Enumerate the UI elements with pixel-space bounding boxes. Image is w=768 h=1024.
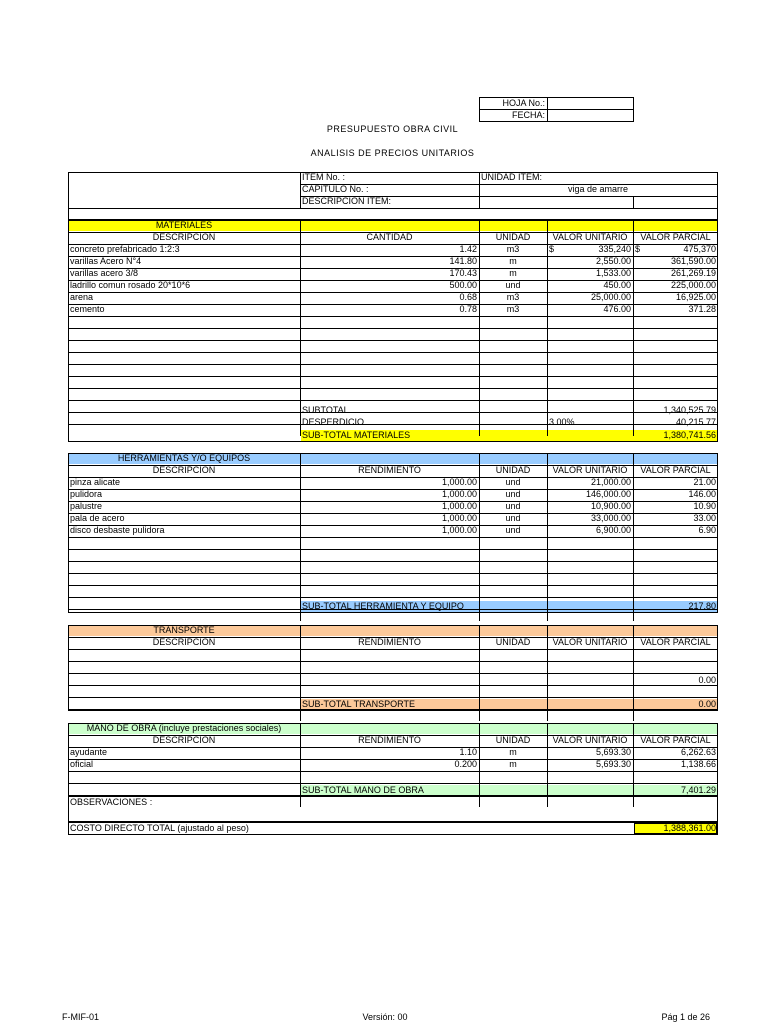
subtotal-transporte-label: SUB-TOTAL TRANSPORTE <box>302 699 416 709</box>
materiales-title: MATERIALES <box>155 220 213 230</box>
labor-vp: 1,138.66 <box>680 759 716 769</box>
material-desc: varillas acero 3/8 <box>70 268 139 278</box>
herramientas-row-line <box>68 597 718 598</box>
herramientas-row-line <box>68 549 718 550</box>
costo-total-label: COSTO DIRECTO TOTAL (ajustado al peso) <box>70 823 249 833</box>
tool-desc: pala de acero <box>70 513 125 523</box>
herramientas-row-line <box>68 609 718 610</box>
tool-rend: 1,000.00 <box>441 513 477 523</box>
tool-unit: und <box>505 501 521 511</box>
subtotal-label: SUBTOTAL <box>302 405 349 415</box>
herramientas-header-4: VALOR PARCIAL <box>640 465 711 475</box>
transporte-title: TRANSPORTE <box>153 625 215 635</box>
tool-desc: pulidora <box>70 489 103 499</box>
subtotal-materiales-label: SUB-TOTAL MATERIALES <box>302 430 411 440</box>
tool-vp: 146.00 <box>688 489 716 499</box>
material-qty: 170.43 <box>449 268 477 278</box>
material-desc: varillas Acero N°4 <box>70 256 142 266</box>
herramientas-header-3: VALOR UNITARIO <box>552 465 628 475</box>
labor-unit: m <box>509 759 517 769</box>
info-vline-2 <box>479 172 480 209</box>
material-vp: 16,925.00 <box>675 292 716 302</box>
materiales-header-4: VALOR PARCIAL <box>640 232 711 242</box>
mano-obra-header-4: VALOR PARCIAL <box>640 735 711 745</box>
mano-obra-title: MANO DE OBRA (incluye prestaciones sociales) <box>86 723 282 733</box>
labor-desc: oficial <box>70 759 94 769</box>
unidad-item-label: UNIDAD ITEM: <box>481 172 543 182</box>
herramientas-header-1: RENDIMIENTO <box>358 465 421 475</box>
material-vp: 225,000.00 <box>670 280 716 290</box>
herramientas-row-line <box>68 561 718 562</box>
materiales-row-line <box>68 340 718 341</box>
tool-vp: 33.00 <box>693 513 716 523</box>
material-vp: 475,370 <box>683 244 716 254</box>
tool-desc: disco desbaste pulidora <box>70 525 165 535</box>
materiales-header-2: UNIDAD <box>495 232 531 242</box>
desperdicio-label: DESPERDICIO <box>302 417 365 427</box>
transporte-header-0: DESCRIPCION <box>152 637 216 647</box>
subtotal-value: 1,340,525.79 <box>663 405 716 415</box>
material-desc: concreto prefabricado 1:2:3 <box>70 244 180 254</box>
observaciones-label: OBSERVACIONES : <box>70 797 153 807</box>
material-unit: m3 <box>506 292 520 302</box>
herramientas-header-0: DESCRIPCION <box>152 465 216 475</box>
material-qty: 1.42 <box>459 244 477 254</box>
hoja-label: HOJA No.: <box>502 98 545 108</box>
tool-vp: 6.90 <box>698 525 716 535</box>
material-qty: 0.68 <box>459 292 477 302</box>
footer-page: Pág 1 de 26 <box>661 1012 710 1022</box>
material-vp: 371.28 <box>688 304 716 314</box>
materiales-row-line <box>68 352 718 353</box>
herramientas-row-line <box>68 585 718 586</box>
tool-rend: 1,000.00 <box>441 489 477 499</box>
materiales-row-line <box>68 316 718 317</box>
materiales-row-line <box>68 376 718 377</box>
transporte-row-line <box>68 649 718 650</box>
material-qty: 141.80 <box>449 256 477 266</box>
mano-obra-header-0: DESCRIPCION <box>152 735 216 745</box>
subtotal-materiales-value: 1,380,741.56 <box>663 430 716 440</box>
material-vp: 261,269.19 <box>670 268 716 278</box>
subtotal-herramientas-label: SUB-TOTAL HERRAMIENTA Y EQUIPO <box>302 601 464 611</box>
subtotal-transporte-value: 0.00 <box>698 699 716 709</box>
capitulo-value: viga de amarre <box>567 184 629 194</box>
tool-vu: 146,000.00 <box>585 489 631 499</box>
tool-desc: palustre <box>70 501 103 511</box>
tool-desc: pinza alicate <box>70 477 121 487</box>
transporte-row-value: 0.00 <box>698 675 716 685</box>
tool-unit: und <box>505 513 521 523</box>
desperdicio-value: 40,215.77 <box>675 417 716 427</box>
tool-vp: 21.00 <box>693 477 716 487</box>
materiales-row-line <box>68 400 718 401</box>
material-unit: und <box>505 280 521 290</box>
transporte-row-line <box>68 709 718 710</box>
material-vu: 335,240 <box>598 244 631 254</box>
material-vu: 2,550.00 <box>595 256 631 266</box>
item-label: ITEM No. : <box>302 172 346 182</box>
material-vu: 450.00 <box>603 280 631 290</box>
mano-obra-header-1: RENDIMIENTO <box>358 735 421 745</box>
labor-rend: 0.200 <box>454 759 477 769</box>
transporte-row-line <box>68 661 718 662</box>
costo-total-value: 1,388,361.00 <box>663 823 716 833</box>
tool-rend: 1,000.00 <box>441 477 477 487</box>
labor-vp: 6,262.63 <box>680 747 716 757</box>
spacer-row <box>68 208 718 220</box>
page-subtitle: ANALISIS DE PRECIOS UNITARIOS <box>310 148 475 158</box>
subtotal-mano-obra-label: SUB-TOTAL MANO DE OBRA <box>302 785 424 795</box>
materiales-row-line <box>68 388 718 389</box>
tool-unit: und <box>505 525 521 535</box>
capitulo-label: CAPITULO No. : <box>302 184 369 194</box>
materiales-header-1: CANTIDAD <box>366 232 413 242</box>
material-vu: 25,000.00 <box>590 292 631 302</box>
labor-unit: m <box>509 747 517 757</box>
material-unit: m <box>509 268 517 278</box>
material-desc: arena <box>70 292 94 302</box>
material-vu: 476.00 <box>603 304 631 314</box>
transporte-row-line <box>68 685 718 686</box>
subtotal-mano-obra-value: 7,401.29 <box>680 785 716 795</box>
tool-vp: 10.90 <box>693 501 716 511</box>
desperdicio-pct: 3.00% <box>549 417 575 427</box>
material-unit: m <box>509 256 517 266</box>
footer-version: Versión: 00 <box>362 1012 408 1022</box>
descripcion-item-label: DESCRIPCION ITEM: <box>302 196 392 206</box>
materiales-header-3: VALOR UNITARIO <box>552 232 628 242</box>
transporte-header-2: UNIDAD <box>495 637 531 647</box>
mano-obra-row-line <box>68 783 718 784</box>
info-vline-1 <box>300 172 301 209</box>
herramientas-header-2: UNIDAD <box>495 465 531 475</box>
labor-rend: 1.10 <box>459 747 477 757</box>
tool-unit: und <box>505 489 521 499</box>
labor-vu: 5,693.30 <box>595 747 631 757</box>
transporte-row-line <box>68 697 718 698</box>
tool-vu: 6,900.00 <box>595 525 631 535</box>
footer-form-code: F-MIF-01 <box>62 1012 99 1022</box>
material-qty: 500.00 <box>449 280 477 290</box>
material-unit: m3 <box>506 244 520 254</box>
transporte-header-1: RENDIMIENTO <box>358 637 421 647</box>
mano-obra-row-line <box>68 795 718 796</box>
tool-vu: 33,000.00 <box>590 513 631 523</box>
transporte-row-line <box>68 673 718 674</box>
herramientas-title: HERRAMIENTAS Y/O EQUIPOS <box>117 453 251 463</box>
materiales-header-0: DESCRIPCION <box>152 232 216 242</box>
materiales-row-line <box>68 364 718 365</box>
materiales-row-line <box>68 424 718 425</box>
material-vu-currency: $ <box>549 244 555 254</box>
tool-unit: und <box>505 477 521 487</box>
material-vp-currency: $ <box>635 244 641 254</box>
material-desc: cemento <box>70 304 105 314</box>
tool-rend: 1,000.00 <box>441 525 477 535</box>
tool-vu: 10,900.00 <box>590 501 631 511</box>
tool-rend: 1,000.00 <box>441 501 477 511</box>
transporte-header-3: VALOR UNITARIO <box>552 637 628 647</box>
subtotal-herramientas-value: 217.80 <box>688 601 716 611</box>
hoja-col-divider <box>547 97 548 122</box>
materiales-row-line <box>68 328 718 329</box>
labor-vu: 5,693.30 <box>595 759 631 769</box>
material-unit: m3 <box>506 304 520 314</box>
materiales-row-line <box>68 412 718 413</box>
fecha-label: FECHA: <box>511 110 545 120</box>
material-qty: 0.78 <box>459 304 477 314</box>
transporte-header-4: VALOR PARCIAL <box>640 637 711 647</box>
mano-obra-header-2: UNIDAD <box>495 735 531 745</box>
observaciones-box <box>68 796 718 822</box>
tool-vu: 21,000.00 <box>590 477 631 487</box>
mano-obra-row-line <box>68 771 718 772</box>
mano-obra-header-3: VALOR UNITARIO <box>552 735 628 745</box>
labor-desc: ayudante <box>70 747 108 757</box>
material-desc: ladrillo comun rosado 20*10*6 <box>70 280 191 290</box>
material-vp: 361,590.00 <box>670 256 716 266</box>
herramientas-row-line <box>68 573 718 574</box>
material-vu: 1,533.00 <box>595 268 631 278</box>
page-title: PRESUPUESTO OBRA CIVIL <box>326 124 459 134</box>
herramientas-row-line <box>68 537 718 538</box>
